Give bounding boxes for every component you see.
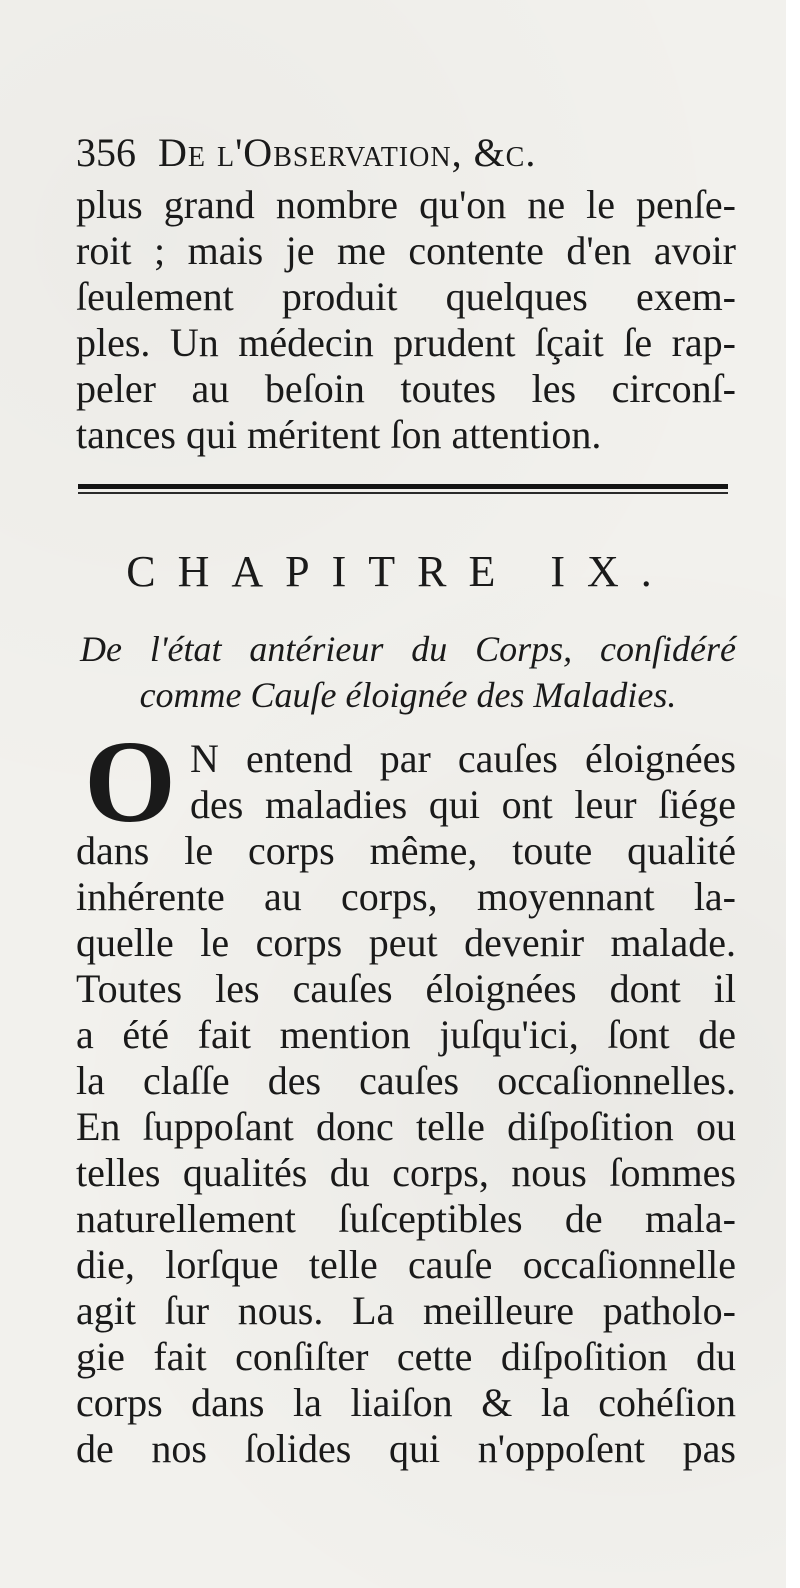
text-line: dans le corps même, toute qualité: [76, 828, 736, 873]
chapter-body-paragraph: [76, 828, 736, 1472]
text-line: ples. Un médecin prudent ſçait ſe rap-: [76, 320, 736, 365]
text-line: Toutes les cauſes éloignées dont il: [76, 966, 736, 1011]
chapter-subtitle-line-2: comme Cauſe éloignée des Maladies.: [139, 675, 677, 715]
continuation-paragraph: [76, 182, 736, 458]
text-line: naturellement ſuſceptibles de mala-: [76, 1196, 736, 1241]
text-line: die, lorſque telle cauſe occaſionnelle: [76, 1242, 736, 1287]
text-line: tances qui méritent ſon attention.: [76, 412, 602, 457]
text-line: gie fait conſiſter cette diſpoſition du: [76, 1334, 736, 1379]
section-divider-rule: [78, 484, 728, 494]
text-line: plus grand nombre qu'on ne le penſe-: [76, 182, 736, 227]
running-head-title: De l'Observation, &c.: [158, 130, 537, 175]
divider-thin-line: [78, 492, 728, 494]
text-line: de nos ſolides qui n'oppoſent pas: [76, 1426, 736, 1471]
text-line: agit ſur nous. La meilleure patholo-: [76, 1288, 736, 1333]
running-head: [76, 128, 726, 178]
page-number: 356: [76, 130, 136, 175]
text-line: ſeulement produit quelques exem-: [76, 274, 736, 319]
chapter-subtitle-line-1: De l'état antérieur du Corps, conſidéré: [80, 629, 736, 669]
text-line: la claſſe des cauſes occaſionnelles.: [76, 1058, 736, 1103]
divider-thick-line: [78, 484, 728, 489]
page-edge-margin: [786, 0, 800, 1588]
text-line: des maladies qui ont leur ſiége: [190, 782, 736, 827]
text-line: inhérente au corps, moyennant la-: [76, 874, 736, 919]
text-line: En ſuppoſant donc telle diſpoſition ou: [76, 1104, 736, 1149]
text-line: peler au beſoin toutes les circonſ-: [76, 366, 736, 411]
text-line: telles qualités du corps, nous ſommes: [76, 1150, 736, 1195]
text-line: N entend par cauſes éloignées: [190, 736, 736, 781]
text-line: corps dans la liaiſon & la cohéſion: [76, 1380, 736, 1425]
drop-cap: O: [84, 716, 176, 847]
text-line: a été fait mention juſqu'ici, ſont de: [76, 1012, 736, 1057]
chapter-heading: CHAPITRE IX.: [126, 547, 674, 596]
text-line: quelle le corps peut devenir malade.: [76, 920, 736, 965]
text-line: roit ; mais je me contente d'en avoir: [76, 228, 736, 273]
